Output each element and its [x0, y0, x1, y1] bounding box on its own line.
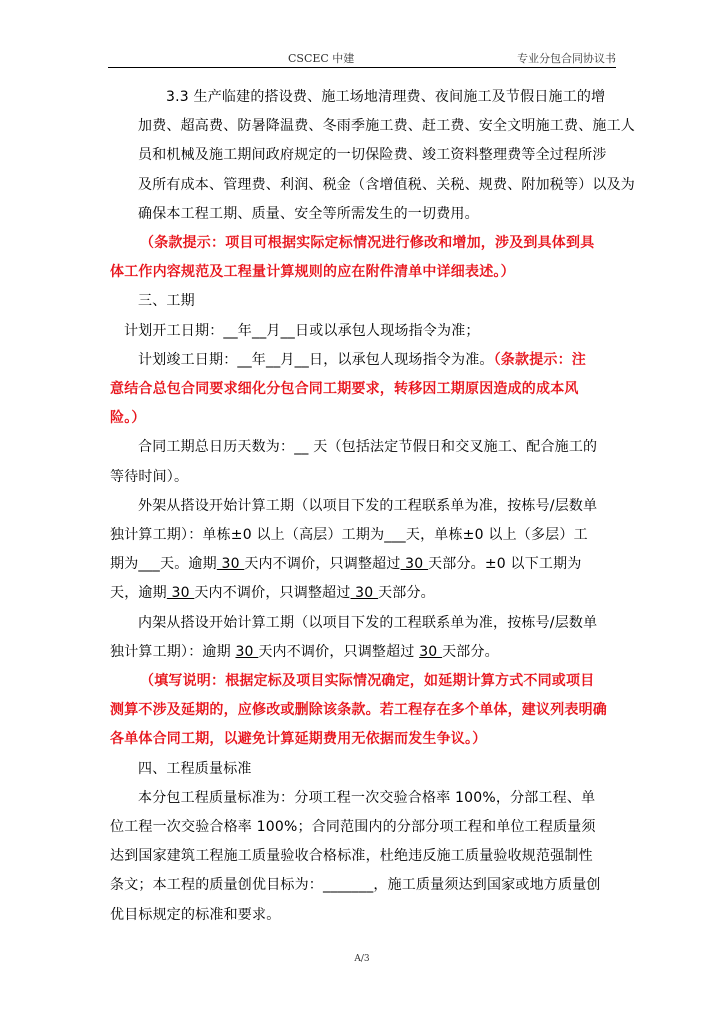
- text-segment: 确保本工程工期、质量、安全等所需发生的一切费用。: [138, 205, 479, 222]
- text-line: [110, 317, 620, 346]
- text-line: [110, 871, 620, 900]
- text-line: [110, 463, 620, 492]
- text-line: [110, 141, 620, 170]
- text-segment: 达到国家建筑工程施工质量验收合格标准，杜绝违反施工质量验收规范强制性: [110, 848, 593, 865]
- text-segment: 加费、超高费、防暑降温费、冬雨季施工费、赶工费、安全文明施工费、施工人: [138, 118, 635, 135]
- text-segment: 计划竣工日期：__年__月__日，以承包人现场指令为准。: [138, 351, 494, 368]
- text-line: [110, 550, 620, 579]
- text-line: [110, 579, 620, 608]
- header-document-title: 专业分包合同协议书: [517, 52, 616, 65]
- underlined-value: 30: [216, 556, 245, 573]
- text-segment: 四、工程质量标准: [138, 760, 252, 777]
- underlined-value: 30: [166, 585, 195, 602]
- text-line: [110, 346, 620, 375]
- text-line: [110, 609, 620, 638]
- text-line: [110, 667, 620, 696]
- text-line: [110, 842, 620, 871]
- text-segment: 及所有成本、管理费、利润、税金（含增值税、关税、规费、附加税等）以及为: [138, 176, 635, 193]
- text-line: [110, 287, 620, 316]
- text-segment: 计划开工日期：__年__月__日或以承包人现场指令为准；: [124, 322, 480, 339]
- text-segment: 天内不调价，只调整超过: [258, 643, 420, 660]
- text-segment: 独计算工期）：逾期: [110, 643, 236, 660]
- clause-note: 测算不涉及延期的，应修改或删除该条款。若工程存在多个单体，建议列表明确: [110, 702, 607, 719]
- text-segment: 独计算工期）：单栋±0 以上（高层）工期为___天，单栋±0 以上（多层）工: [110, 527, 588, 544]
- text-line: [110, 375, 620, 404]
- clause-note: 险。）: [110, 410, 146, 427]
- text-segment: 天内不调价，只调整超过: [194, 585, 351, 602]
- text-segment: 等待时间）。: [110, 468, 189, 485]
- header-company: CSCEC 中建: [288, 52, 355, 65]
- text-line: [110, 755, 620, 784]
- text-segment: 员和机械及施工期间政府规定的一切保险费、竣工资料整理费等全过程所涉: [138, 147, 607, 164]
- clause-note: 各单体合同工期，以避免计算延期费用无依据而发生争议。）: [110, 731, 487, 748]
- underlined-value: 30: [235, 643, 259, 660]
- text-line: [110, 112, 635, 141]
- text-segment: 合同工期总日历天数为：__ 天（包括法定节假日和交叉施工、配合施工的: [138, 439, 598, 456]
- text-segment: 期为___天。逾期: [110, 556, 217, 573]
- header-divider: [108, 67, 616, 68]
- text-segment: 天内不调价，只调整超过: [244, 556, 401, 573]
- text-line: [110, 901, 620, 930]
- underlined-value: 30: [400, 556, 429, 573]
- text-line: [110, 784, 620, 813]
- text-segment: 天部分。: [378, 585, 435, 602]
- text-segment: 优目标规定的标准和要求。: [110, 906, 281, 923]
- underlined-value: 30: [419, 643, 443, 660]
- underlined-value: 30: [350, 585, 379, 602]
- text-line: [110, 229, 620, 258]
- text-line: [110, 200, 620, 229]
- text-line: [110, 404, 620, 433]
- clause-note: （条款提示：注: [493, 351, 587, 368]
- text-line: [110, 725, 620, 754]
- document-body: [110, 83, 635, 930]
- text-segment: 外架从搭设开始计算工期（以项目下发的工程联系单为准，按栋号/层数单: [138, 497, 598, 514]
- text-line: [110, 258, 620, 287]
- text-line: [110, 83, 620, 112]
- clause-note: 意结合总包合同要求细化分包合同工期要求，转移因工期原因造成的成本风: [110, 381, 579, 398]
- text-line: [110, 433, 620, 462]
- text-segment: 内架从搭设开始计算工期（以项目下发的工程联系单为准，按栋号/层数单: [138, 614, 598, 631]
- text-line: [110, 696, 620, 725]
- clause-note: （条款提示：项目可根据实际定标情况进行修改和增加，涉及到具体到具: [140, 235, 595, 252]
- clause-note: （填写说明：根据定标及项目实际情况确定，如延期计算方式不同或项目: [140, 673, 595, 690]
- text-line: [110, 521, 620, 550]
- text-segment: 条文；本工程的质量创优目标为：_______，施工质量须达到国家或地方质量创: [110, 877, 601, 894]
- text-segment: 本分包工程质量标准为：分项工程一次交验合格率 100%，分部工程、单: [138, 789, 596, 806]
- text-line: [110, 492, 620, 521]
- text-segment: 三、工期: [138, 293, 195, 310]
- page-number: A/3: [354, 954, 370, 964]
- clause-note: 体工作内容规范及工程量计算规则的应在附件清单中详细表述。）: [110, 264, 515, 281]
- text-segment: 天部分。: [442, 643, 499, 660]
- text-line: [110, 813, 620, 842]
- text-line: [110, 171, 635, 200]
- text-line: [110, 638, 620, 667]
- text-segment: 天，逾期: [110, 585, 167, 602]
- text-segment: 3.3 生产临建的搭设费、施工场地清理费、夜间施工及节假日施工的增: [166, 89, 606, 105]
- text-segment: 天部分。±0 以下工期为: [428, 556, 582, 573]
- text-segment: 位工程一次交验合格率 100%；合同范围内的分部分项工程和单位工程质量须: [110, 819, 596, 836]
